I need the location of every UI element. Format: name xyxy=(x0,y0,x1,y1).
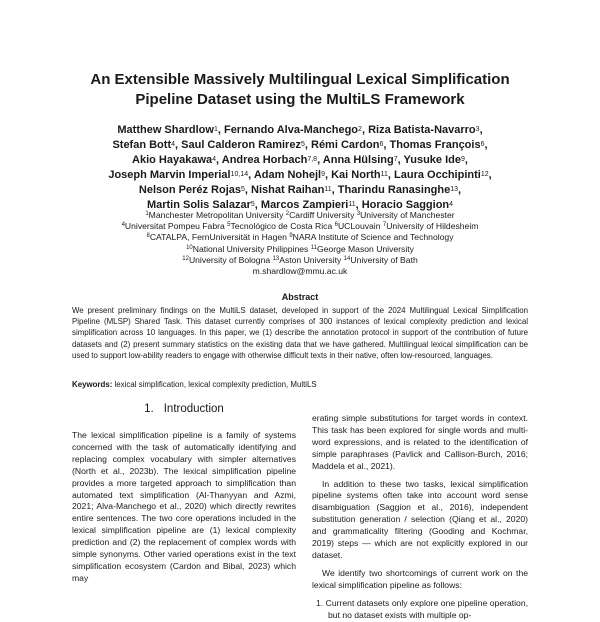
list-item xyxy=(312,598,528,622)
author-line: Matthew Shardlow$^1$, Fernando Alva-Manchego$^2$, Riza Batista-Navarro$^3$, xyxy=(117,124,483,136)
author: Marcos Zampieri$^{11}$ xyxy=(260,199,356,211)
paragraph: We identify two shortcomings of current work on the lexical simplification pipeline as follows: xyxy=(312,567,528,590)
affiliation-line: $^{10}$National University Philippines $^{11}$George Mason University xyxy=(186,243,414,254)
paragraph: In addition to these two tasks, lexical simplification pipeline systems often take into account word sense disambiguation (Saggion et al., 2016), independent substitution generation / selection (Qiang et al., 2020) and grammaticality filtering (Gooding and Kochmar, 2019) steps — which are not explicitly explored in our dataset. xyxy=(312,478,528,560)
author: Riza Batista-Navarro$^3$ xyxy=(368,124,480,136)
author: Fernando Alva-Manchego$^2$ xyxy=(223,124,362,136)
author: Anna Hülsing$^7$ xyxy=(322,154,398,166)
keywords-label: Keywords: xyxy=(72,380,113,389)
author: Matthew Shardlow$^1$ xyxy=(117,124,218,136)
author-line: Stefan Bott$^4$, Saul Calderon Ramirez$^5$, Rémi Cardon$^6$, Thomas François$^6$, xyxy=(112,139,488,151)
paragraph: The lexical simplification pipeline is a family of systems concerned with the task of automatically identifying and replacing complex vocabulary with simpler alternatives (North et al., 2023b). The lexical simplification pipeline provides a more targeted approach to simplification than automated text simplification (Al-Thanyyan and Azmi, 2021; Alva-Manchego et al., 2020) which directly rewrites entire sentences. The two core operations included in the lexical simplification pipeline are (1) lexical complexity prediction and (2) the replacement of complex words with simple synonyms. Other varied operations exist in the text simplification ecosystem (Cardon and Bibal, 2023) which may xyxy=(72,430,296,583)
affiliation-line: $^{12}$University of Bologna $^{13}$Aston University $^{14}$University of Bath xyxy=(182,254,418,265)
left-column xyxy=(72,430,296,585)
affiliation-line: $^4$Universitat Pompeu Fabra $^5$Tecnológico de Costa Rica $^6$UCLouvain $^7$University of Hildesheim xyxy=(121,221,479,232)
keywords xyxy=(72,380,528,389)
author: Laura Occhipinti$^{12}$ xyxy=(394,169,489,181)
affiliations xyxy=(40,210,560,277)
keywords-text: lexical simplification, lexical complexity prediction, MultiLS xyxy=(112,380,317,389)
author-list xyxy=(40,123,560,213)
author-line: Nelson Peréz Rojas$^5$, Nishat Raihan$^{11}$, Tharindu Ranasinghe$^{13}$, xyxy=(138,184,462,196)
author: Andrea Horbach$^{7,8}$ xyxy=(221,154,318,166)
author: Yusuke Ide$^9$ xyxy=(403,154,465,166)
title-line-1: An Extensible Massively Multilingual Lexical Simplification xyxy=(90,71,510,88)
contact-email[interactable]: m.shardlow@mmu.ac.uk xyxy=(252,266,348,277)
right-column xyxy=(312,413,528,622)
abstract-text: We present preliminary findings on the MultiLS dataset, developed in support of the 2024 Multilingual Lexical Simplification Pipeline (MLSP) Shared Task. This dataset currently comprises of 300 instances of lexical complexity prediction and lexical simplification across 10 languages. In this paper, we (1) describe the annotation protocol in support of the contribution of future datasets and (2) present summary statistics on the existing data that we have gathered. Multilingual lexical simplification can be used to support low-ability readers to engage with otherwise difficult texts in their native, often low-resourced, languages. xyxy=(72,306,528,360)
title-line-2: Pipeline Dataset using the MultiLS Framework xyxy=(135,91,465,108)
author: Stefan Bott$^4$ xyxy=(112,139,176,151)
list-number: 1. xyxy=(316,597,324,608)
section-heading xyxy=(72,403,296,415)
author: Thomas François$^6$ xyxy=(389,139,485,151)
author: Horacio Saggion$^4$ xyxy=(361,199,454,211)
paper-title xyxy=(40,70,560,110)
author: Nelson Peréz Rojas$^5$ xyxy=(138,184,245,196)
author: Martin Solis Salazar$^5$ xyxy=(146,199,255,211)
author: Nishat Raihan$^{11}$ xyxy=(251,184,332,196)
affiliation-line: $^8$CATALPA, FernUniversität in Hagen $^9$NARA Institute of Science and Technology xyxy=(146,232,454,243)
author: Akio Hayakawa$^4$ xyxy=(132,154,217,166)
author: Tharindu Ranasinghe$^{13}$ xyxy=(337,184,459,196)
list-text: Current datasets only explore one pipeline operation, but no dataset exists with multiple op- xyxy=(323,597,528,620)
author-line: Martin Solis Salazar$^5$, Marcos Zampieri$^{11}$, Horacio Saggion$^4$ xyxy=(146,199,454,211)
paragraph: erating simple substitutions for target words in context. This task has been explored for single words and multi-word expressions, and is related to the identification of simple paraphrases (Pavlick and Callison-Burch, 2016; Maddela et al., 2021). xyxy=(312,413,528,471)
author: Saul Calderon Ramirez$^5$ xyxy=(181,139,305,151)
section-title: Introduction xyxy=(163,403,224,415)
author: Rémi Cardon$^6$ xyxy=(311,139,384,151)
author: Kai North$^{11}$ xyxy=(331,169,388,181)
author: Adam Nohejl$^9$ xyxy=(253,169,325,181)
section-number: 1. xyxy=(144,403,154,415)
affiliation-line: $^1$Manchester Metropolitan University $^2$Cardiff University $^3$University of Manchester xyxy=(145,210,455,220)
author: Joseph Marvin Imperial$^{10,14}$ xyxy=(108,169,249,181)
author-line: Joseph Marvin Imperial$^{10,14}$, Adam Nohejl$^9$, Kai North$^{11}$, Laura Occhipinti$^{12}$, xyxy=(108,169,492,181)
abstract-heading: Abstract xyxy=(281,292,319,302)
author-line: Akio Hayakawa$^4$, Andrea Horbach$^{7,8}$, Anna Hülsing$^7$, Yusuke Ide$^9$, xyxy=(132,154,468,166)
